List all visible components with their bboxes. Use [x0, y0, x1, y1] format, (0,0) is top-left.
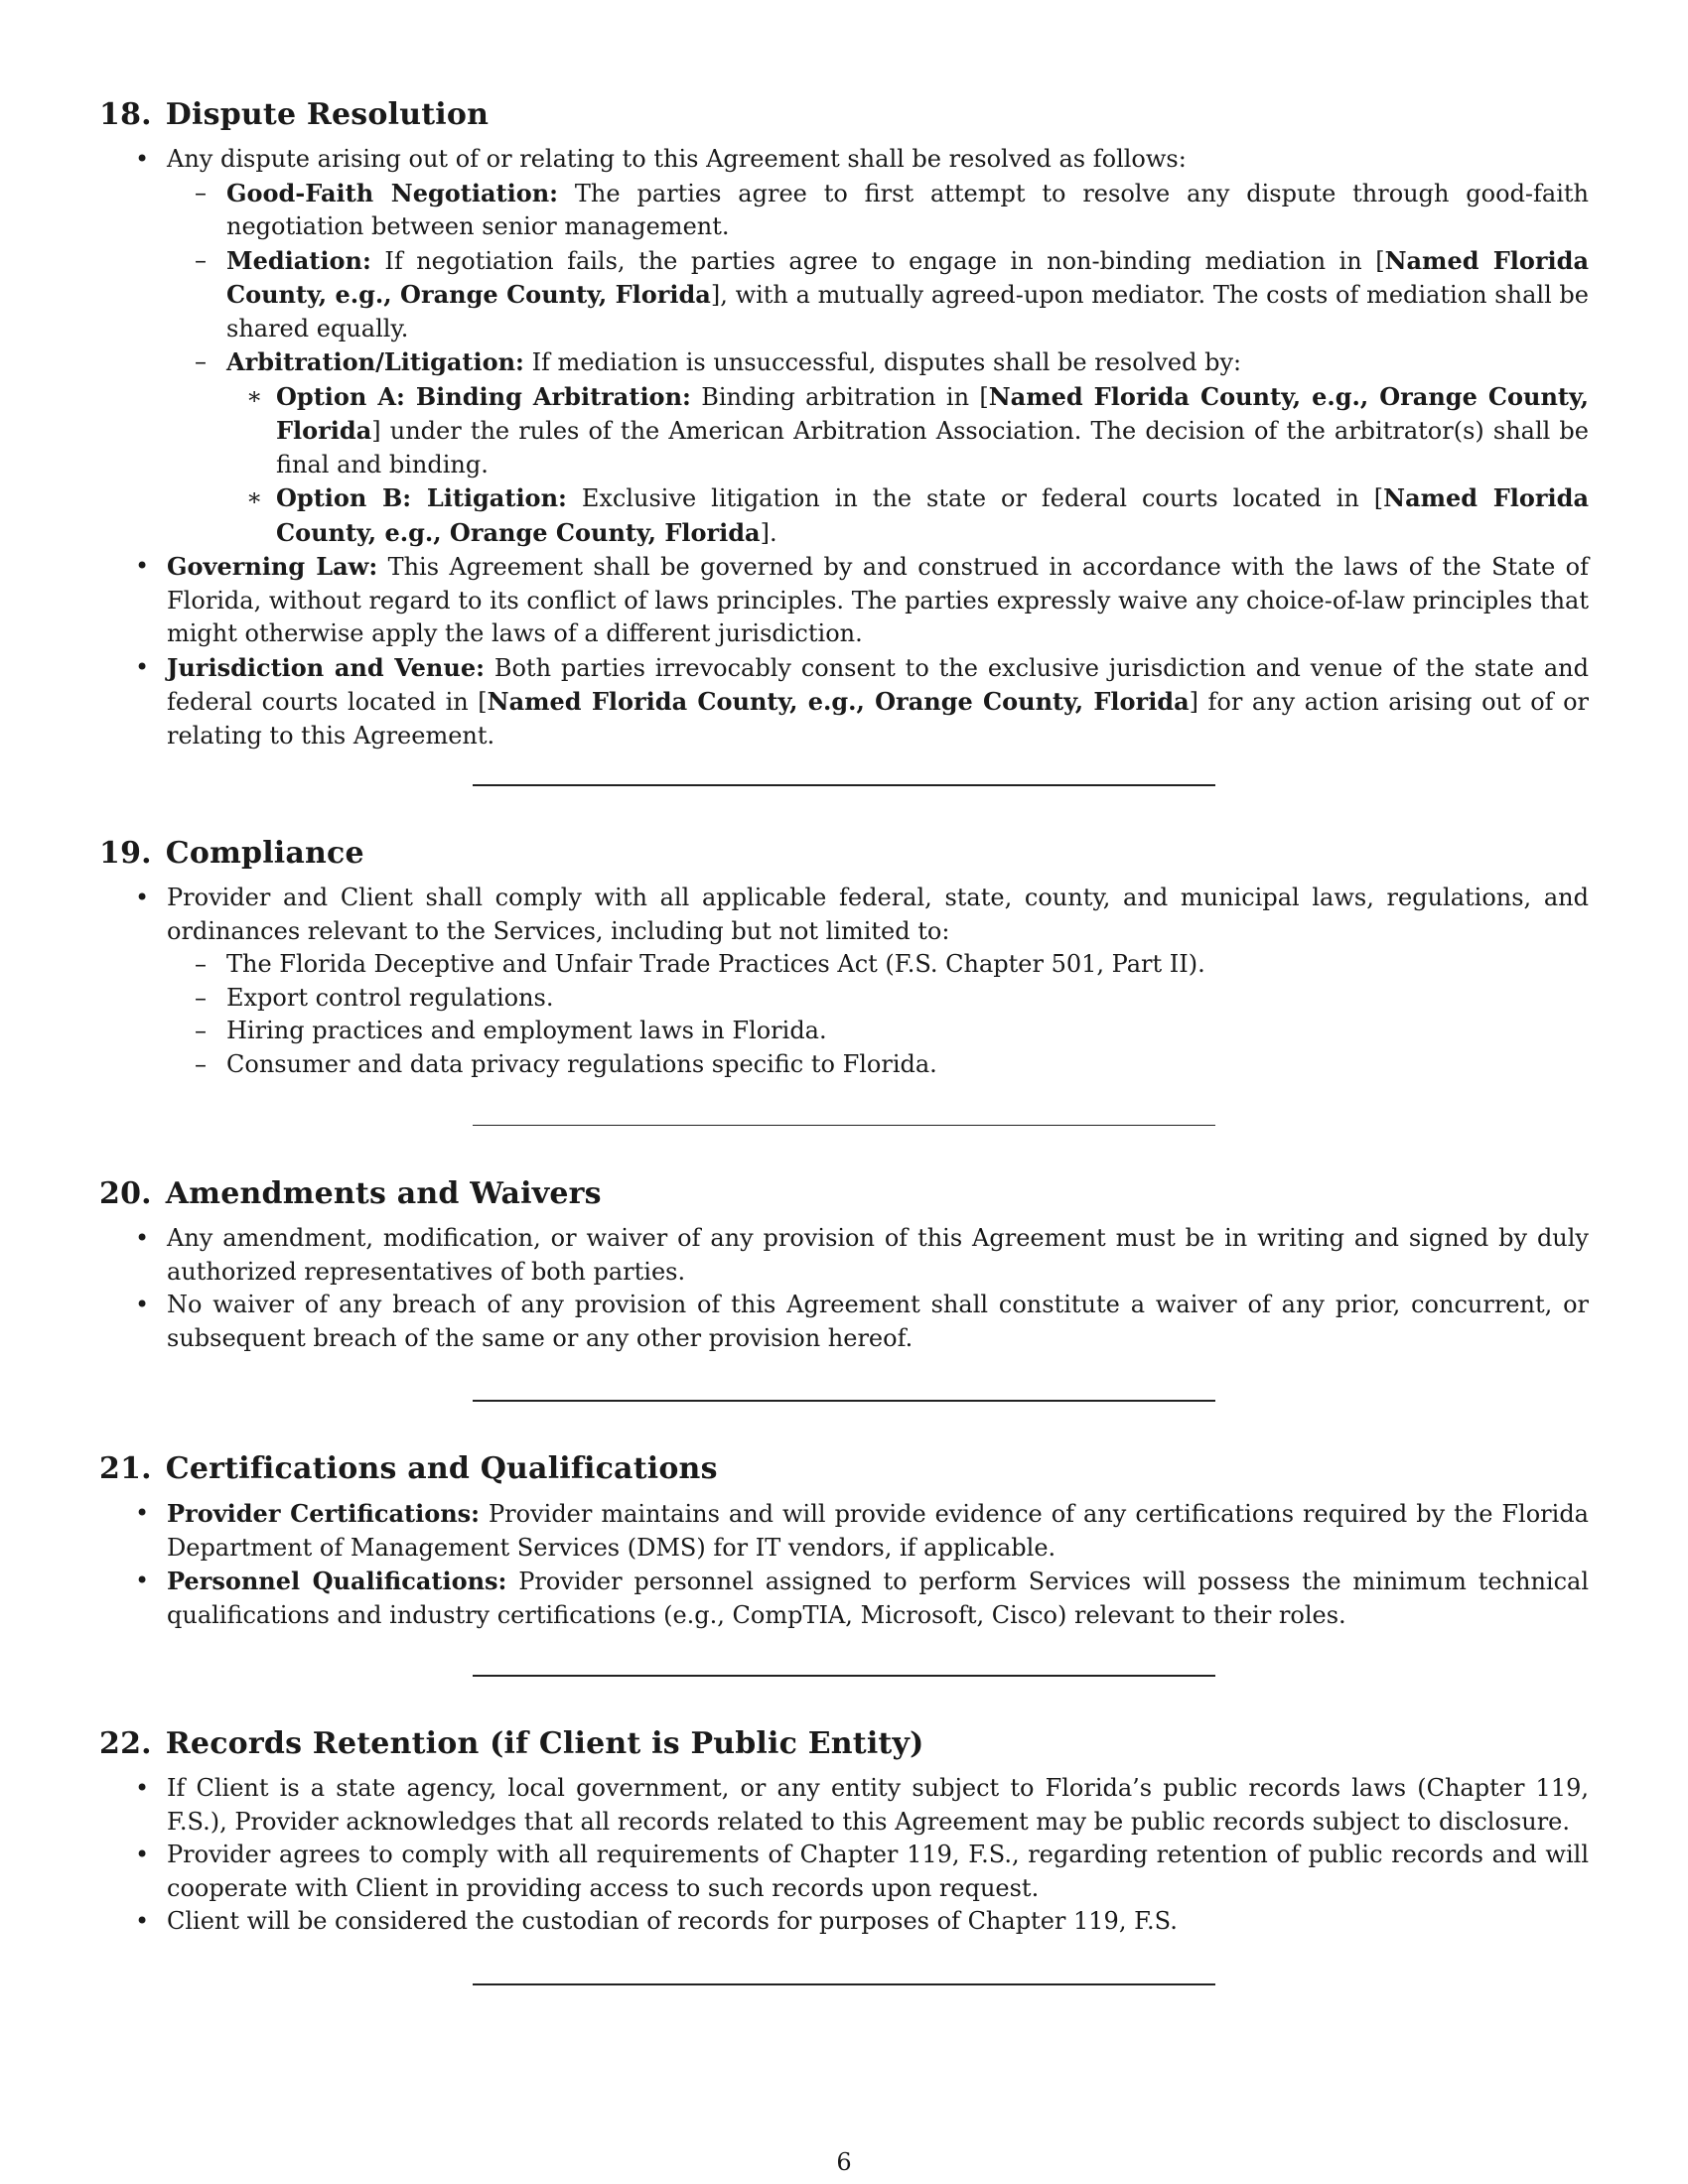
item-text: This Agreement shall be governed by and construed in accordance with the laws of the State of Florida, without regard to its conflict of laws principles. The parties expressly waive any choice-of-law principles that might otherwise apply the laws of a different jurisdiction.: [167, 553, 1589, 647]
section-number: 21.: [99, 1451, 152, 1486]
section-title: Compliance: [165, 836, 364, 871]
item-label: Governing Law:: [167, 552, 378, 581]
section-title: Certifications and Qualifications: [165, 1451, 718, 1486]
section-title: Dispute Resolution: [165, 97, 490, 132]
horizontal-rule: [473, 1400, 1215, 1402]
intro-text: Provider and Client shall comply with all applicable federal, state, county, and municipal laws, regulations, and ordinances relevant to the Services, including but not limited to:: [167, 884, 1589, 945]
sub-list: [167, 948, 1589, 1081]
item-label: Mediation:: [226, 245, 371, 275]
bullet-list: [99, 1772, 1589, 1939]
item-text: If mediation is unsuccessful, disputes shall be resolved by:: [531, 348, 1242, 376]
option-list: [226, 380, 1589, 551]
item-text: ], with a mutually agreed-upon mediator. The costs of mediation shall be shared equally.: [226, 281, 1590, 342]
county-placeholder: Named Florida County, e.g., Orange County, Florida: [276, 483, 1589, 547]
list-item: • If Client is a state agency, local government, or any entity subject to Florida’s public records laws (Chapter 119, F.S.), Provider acknowledges that all records related to this Agreement may be public records subject to disclosure.: [99, 1772, 1589, 1839]
list-item-jurisdiction: [99, 651, 1589, 753]
list-item-negotiation: [165, 177, 1589, 244]
list-item: • Any amendment, modification, or waiver of any provision of this Agreement must be in writing and signed by duly authorized representatives of both parties.: [99, 1222, 1589, 1289]
bullet-list: [99, 1222, 1589, 1355]
list-item: [99, 1497, 1589, 1565]
page-number: 6: [836, 2148, 852, 2176]
item-text: Exclusive litigation in the state or federal courts located in [: [581, 484, 1384, 512]
item-text: ] under the rules of the American Arbitration Association. The decision of the arbitrator(s) shall be final and binding.: [276, 417, 1589, 478]
horizontal-rule: [473, 1675, 1215, 1677]
list-item-governing-law: [99, 550, 1589, 651]
list-item: • Client will be considered the custodian of records for purposes of Chapter 119, F.S.: [99, 1905, 1589, 1939]
section-number: 22.: [99, 1726, 152, 1761]
section-20: [99, 1174, 1589, 1355]
list-item: – The Florida Deceptive and Unfair Trade Practices Act (F.S. Chapter 501, Part II).: [165, 948, 1589, 982]
item-label: Option B: Litigation:: [276, 483, 567, 512]
horizontal-rule: [473, 1983, 1215, 1985]
option-b: [226, 481, 1589, 550]
item-text: ].: [760, 518, 777, 547]
section-18: [99, 95, 1589, 752]
horizontal-rule: [473, 784, 1215, 786]
section-21: [99, 1449, 1589, 1632]
county-placeholder: Named Florida County, e.g., Orange County, Florida: [276, 381, 1589, 445]
county-placeholder: Named Florida County, e.g., Orange County, Florida: [487, 687, 1190, 716]
item-text: ] for any action arising out of or relating to this Agreement.: [167, 688, 1589, 750]
list-item-mediation: [165, 244, 1589, 346]
horizontal-rule: [473, 1125, 1215, 1126]
list-item: [99, 882, 1589, 1081]
section-heading: [99, 1724, 1589, 1764]
list-item: – Consumer and data privacy regulations specific to Florida.: [165, 1048, 1589, 1082]
item-label: Provider Certifications:: [167, 1499, 481, 1528]
section-19: [99, 834, 1589, 1081]
section-title: Amendments and Waivers: [165, 1176, 602, 1211]
item-label: Jurisdiction and Venue:: [167, 652, 485, 682]
list-item: • No waiver of any breach of any provision of this Agreement shall constitute a waiver of any prior, concurrent, or subsequent breach of the same or any other provision hereof.: [99, 1289, 1589, 1355]
bullet-list: [99, 143, 1589, 752]
item-label: Personnel Qualifications:: [167, 1567, 507, 1595]
section-heading: [99, 1449, 1589, 1489]
section-number: 19.: [99, 836, 152, 871]
bullet-list: [99, 882, 1589, 1081]
list-item: – Export control regulations.: [165, 982, 1589, 1016]
item-text: Binding arbitration in [: [701, 382, 989, 411]
item-text: The parties agree to first attempt to resolve any dispute through good-faith negotiation between senior management.: [226, 179, 1590, 240]
item-text: Provider maintains and will provide evidence of any certifications required by the Florida Department of Management Services (DMS) for IT vendors, if applicable.: [167, 1500, 1589, 1562]
section-heading: [99, 95, 1589, 135]
option-a: [226, 380, 1589, 482]
list-item: [99, 1565, 1589, 1632]
list-item-arbitration: [165, 345, 1589, 550]
list-item: • Provider agrees to comply with all requirements of Chapter 119, F.S., regarding retention of public records and will cooperate with Client in providing access to such records upon request.: [99, 1839, 1589, 1905]
item-text: Both parties irrevocably consent to the exclusive jurisdiction and venue of the state and federal courts located in [: [167, 653, 1589, 716]
section-heading: [99, 1174, 1589, 1214]
section-number: 18.: [99, 97, 152, 132]
list-item: [99, 143, 1589, 550]
item-label: Arbitration/Litigation:: [226, 347, 524, 376]
sub-list: [167, 177, 1589, 551]
section-22: [99, 1724, 1589, 1939]
section-heading: [99, 834, 1589, 874]
bullet-list: [99, 1497, 1589, 1632]
item-label: Good-Faith Negotiation:: [226, 178, 559, 207]
county-placeholder: Named Florida County, e.g., Orange County, Florida: [226, 245, 1589, 309]
section-title: Records Retention (if Client is Public Entity): [165, 1726, 924, 1761]
list-item: – Hiring practices and employment laws in Florida.: [165, 1015, 1589, 1048]
item-text: Provider personnel assigned to perform Services will possess the minimum technical qualifications and industry certifications (e.g., CompTIA, Microsoft, Cisco) relevant to their roles.: [167, 1568, 1589, 1629]
item-text: If negotiation fails, the parties agree to engage in non-binding mediation in [: [384, 246, 1385, 275]
intro-text: Any dispute arising out of or relating to this Agreement shall be resolved as follows:: [167, 145, 1187, 173]
item-label: Option A: Binding Arbitration:: [276, 381, 691, 411]
section-number: 20.: [99, 1176, 152, 1211]
